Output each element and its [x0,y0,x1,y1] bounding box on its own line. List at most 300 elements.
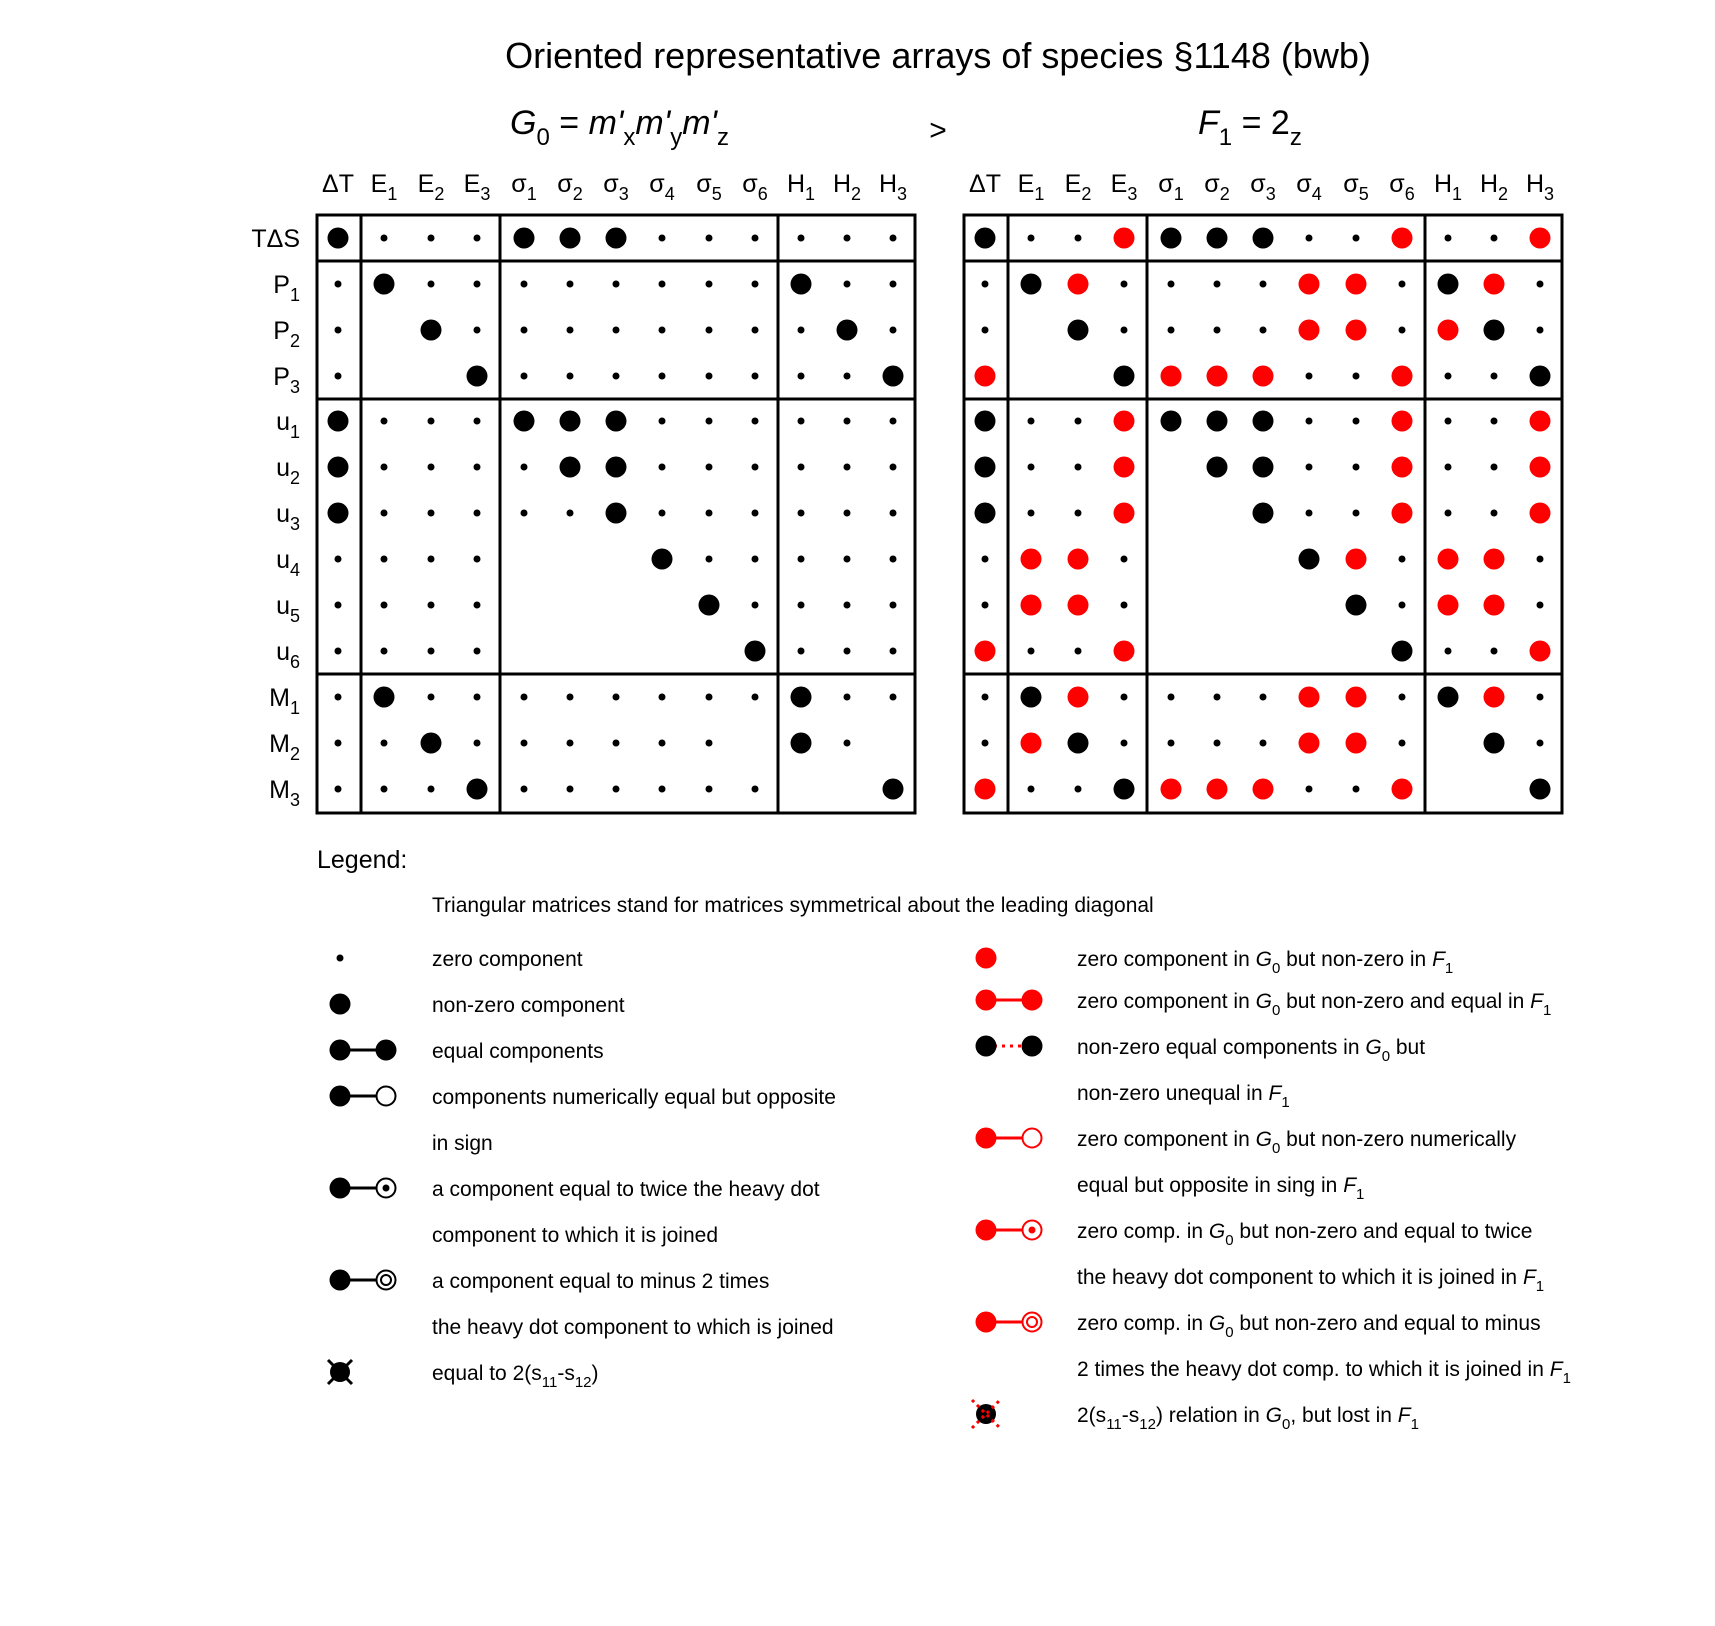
zero-in-g0-nonzero-in-f1-dot [1530,641,1551,662]
zero-in-g0-nonzero-in-f1-dot [1346,733,1367,754]
nonzero-component-dot [1161,228,1182,249]
zero-component-dot [1028,786,1035,793]
zero-component-dot [1028,418,1035,425]
zero-component-dot [1075,510,1082,517]
zero-component-dot [798,235,805,242]
zero-component-dot [1353,418,1360,425]
zero-in-g0-nonzero-in-f1-dot [1021,733,1042,754]
zero-in-g0-nonzero-in-f1-dot [1392,457,1413,478]
zero-component-dot [1537,602,1544,609]
zero-component-dot [890,464,897,471]
zero-component-dot [1399,556,1406,563]
zero-component-dot [798,602,805,609]
zero-component-dot [890,327,897,334]
legend-twice-center-icon [383,1185,390,1192]
zero-component-dot [659,418,666,425]
zero-component-dot [613,373,620,380]
zero-component-dot [659,281,666,288]
zero-component-dot [844,602,851,609]
legend-lost-equal-end-icon [1022,1036,1043,1057]
column-header-right: $H_1$ [1433,170,1463,204]
zero-in-g0-nonzero-in-f1-dot [1253,779,1274,800]
nonzero-component-dot [1207,411,1228,432]
zero-component-dot [1075,648,1082,655]
row-header: $u_6$ [276,638,300,672]
column-header-left: $\sigma_6$ [742,170,768,204]
zero-in-g0-nonzero-in-f1-dot [1346,274,1367,295]
nonzero-component-dot [606,457,627,478]
zero-component-dot [613,740,620,747]
zero-component-dot [335,602,342,609]
zero-in-g0-nonzero-in-f1-dot [975,641,996,662]
zero-component-dot [1353,373,1360,380]
nonzero-component-dot [421,733,442,754]
zero-component-dot [890,510,897,517]
legend-text-right: zero comp. in $G_0$ but non-zero and equal to minus [1077,1312,1541,1341]
zero-component-dot [1121,556,1128,563]
row-header: $u_3$ [276,500,300,534]
zero-component-dot [752,556,759,563]
zero-component-dot [1306,464,1313,471]
zero-component-dot [613,281,620,288]
zero-component-dot [428,556,435,563]
zero-component-dot [381,418,388,425]
zero-component-dot [706,740,713,747]
zero-in-g0-nonzero-in-f1-dot [1207,779,1228,800]
legend-text: the heavy dot component to which is joined [432,1316,834,1339]
nonzero-component-dot [328,503,349,524]
group-right-label: $F_1 = 2_z$ [1198,104,1302,151]
zero-component-dot [521,281,528,288]
zero-component-dot [335,327,342,334]
zero-component-dot [1537,281,1544,288]
zero-component-dot [567,327,574,334]
zero-component-dot [1306,510,1313,517]
zero-component-dot [1214,694,1221,701]
zero-in-g0-nonzero-in-f1-dot [1392,779,1413,800]
column-header-left: $\sigma_1$ [511,170,537,204]
zero-component-dot [752,694,759,701]
zero-component-dot [844,464,851,471]
zero-component-dot [567,510,574,517]
zero-component-dot [521,786,528,793]
column-header-left: $\sigma_2$ [557,170,583,204]
zero-component-dot [659,464,666,471]
nonzero-component-dot [1346,595,1367,616]
legend-red-twice-center-icon [1029,1227,1036,1234]
zero-component-dot [381,602,388,609]
legend-text-right: zero comp. in $G_0$ but non-zero and equal to twice [1077,1220,1533,1249]
zero-component-dot [381,740,388,747]
relation-symbol: > [929,114,947,147]
zero-in-g0-nonzero-in-f1-dot [1484,549,1505,570]
nonzero-component-dot [1253,457,1274,478]
nonzero-component-dot [975,228,996,249]
zero-in-g0-nonzero-in-f1-dot [1068,549,1089,570]
zero-component-dot [474,510,481,517]
nonzero-component-dot [975,503,996,524]
zero-component-dot [474,694,481,701]
zero-component-dot [1214,740,1221,747]
zero-component-dot [1445,648,1452,655]
zero-component-dot [1075,418,1082,425]
nonzero-component-dot [514,411,535,432]
column-header-left: $H_1$ [786,170,816,204]
zero-component-dot [474,740,481,747]
zero-component-dot [613,786,620,793]
zero-component-dot [1445,510,1452,517]
zero-component-dot [659,373,666,380]
zero-component-dot [381,556,388,563]
zero-component-dot [1028,464,1035,471]
zero-component-dot [890,235,897,242]
zero-component-dot [474,281,481,288]
zero-component-dot [567,786,574,793]
nonzero-component-dot [791,274,812,295]
legend-text: components numerically equal but opposite [432,1086,836,1109]
nonzero-component-dot [1253,503,1274,524]
nonzero-component-dot [1207,457,1228,478]
nonzero-component-dot [1392,641,1413,662]
zero-in-g0-nonzero-in-f1-dot [1207,366,1228,387]
zero-component-dot [706,281,713,288]
zero-component-dot [1121,281,1128,288]
zero-component-dot [752,235,759,242]
nonzero-component-dot [1484,733,1505,754]
zero-component-dot [428,786,435,793]
legend-text-right: non-zero unequal in $F_1$ [1077,1082,1290,1111]
zero-in-g0-nonzero-in-f1-dot [1114,411,1135,432]
zero-in-g0-nonzero-in-f1-dot [1021,549,1042,570]
zero-component-dot [474,418,481,425]
legend-text: non-zero component [432,994,625,1017]
legend-equal-dot-icon [330,1040,351,1061]
legend-text: a component equal to twice the heavy dot [432,1178,820,1201]
zero-component-dot [706,464,713,471]
zero-in-g0-nonzero-in-f1-dot [1299,274,1320,295]
zero-component-dot [567,694,574,701]
zero-component-dot [844,694,851,701]
zero-component-dot [1399,327,1406,334]
zero-component-dot [752,281,759,288]
row-header: $M_2$ [269,730,300,764]
nonzero-component-dot [328,228,349,249]
zero-component-dot [1491,510,1498,517]
column-header-right: $\sigma_4$ [1296,170,1322,204]
nonzero-component-dot [837,320,858,341]
column-header-right: $\sigma_1$ [1158,170,1184,204]
zero-component-dot [567,373,574,380]
zero-in-g0-nonzero-in-f1-dot [1068,595,1089,616]
legend-twice-dot-icon [330,1178,351,1199]
legend-text-right: the heavy dot component to which it is joined in $F_1$ [1077,1266,1545,1295]
column-header-right: $\sigma_5$ [1343,170,1369,204]
page-title: Oriented representative arrays of species §1148 (bwb) [505,35,1371,76]
nonzero-component-dot [374,274,395,295]
zero-component-dot [474,464,481,471]
nonzero-component-dot [883,779,904,800]
zero-component-dot [474,235,481,242]
zero-component-dot [335,694,342,701]
legend-text-right: 2 times the heavy dot comp. to which it is joined in $F_1$ [1077,1358,1571,1387]
zero-component-dot [1399,602,1406,609]
nonzero-component-dot [1207,228,1228,249]
legend-red-minus-two-dot-icon [976,1312,997,1333]
legend-minus-two-dot-icon [330,1270,351,1291]
zero-component-dot [521,373,528,380]
zero-in-g0-nonzero-in-f1-dot [1530,503,1551,524]
legend-text-right: zero component in $G_0$ but non-zero numerically [1077,1128,1517,1157]
zero-component-dot [1537,327,1544,334]
zero-component-dot [1028,235,1035,242]
zero-component-dot [428,648,435,655]
zero-in-g0-nonzero-in-f1-dot [1392,228,1413,249]
nonzero-component-dot [1438,274,1459,295]
legend-heading: Legend: [317,846,408,874]
legend-text-right: non-zero equal components in $G_0$ but [1077,1036,1426,1065]
zero-in-g0-nonzero-in-f1-dot [1114,503,1135,524]
zero-component-dot [1306,373,1313,380]
zero-component-dot [706,373,713,380]
zero-component-dot [1399,281,1406,288]
zero-component-dot [1121,740,1128,747]
zero-in-g0-nonzero-in-f1-dot [1530,411,1551,432]
nonzero-component-dot [1021,274,1042,295]
zero-component-dot [752,510,759,517]
column-header-right: $H_2$ [1479,170,1509,204]
legend-red-equal-dot-icon [976,990,997,1011]
zero-component-dot [798,327,805,334]
nonzero-component-dot [883,366,904,387]
zero-in-g0-nonzero-in-f1-dot [1114,457,1135,478]
zero-component-dot [844,418,851,425]
legend-text: in sign [432,1132,493,1155]
zero-component-dot [1353,464,1360,471]
column-header-right: $E_3$ [1110,170,1138,204]
row-header: $u_2$ [276,454,300,488]
zero-component-dot [1121,327,1128,334]
legend-red-opposite-open-icon [1023,1129,1042,1148]
nonzero-component-dot [1438,687,1459,708]
zero-component-dot [381,235,388,242]
legend-opposite-open-icon [377,1087,396,1106]
nonzero-component-dot [1530,366,1551,387]
zero-component-dot [381,648,388,655]
zero-component-dot [1121,602,1128,609]
group-left-label: $G_0 = m'_xm'_ym'_z$ [510,104,730,151]
zero-component-dot [798,556,805,563]
zero-component-dot [521,464,528,471]
zero-component-dot [428,464,435,471]
zero-component-dot [659,786,666,793]
legend-text: a component equal to minus 2 times [432,1270,770,1293]
zero-in-g0-nonzero-in-f1-dot [975,779,996,800]
legend-nonzero-dot-icon [330,994,351,1015]
zero-component-dot [1075,235,1082,242]
nonzero-component-dot [1114,779,1135,800]
zero-in-g0-nonzero-in-f1-dot [1299,687,1320,708]
zero-component-dot [428,235,435,242]
zero-component-dot [844,235,851,242]
legend-text: zero component [432,948,583,971]
zero-component-dot [381,464,388,471]
nonzero-component-dot [1068,320,1089,341]
zero-component-dot [428,418,435,425]
nonzero-component-dot [467,779,488,800]
zero-component-dot [428,510,435,517]
zero-component-dot [798,373,805,380]
zero-component-dot [1168,281,1175,288]
zero-component-dot [982,602,989,609]
legend-note: Triangular matrices stand for matrices symmetrical about the leading diagonal [432,894,1154,917]
zero-component-dot [1075,786,1082,793]
zero-component-dot [1306,418,1313,425]
zero-component-dot [1168,694,1175,701]
zero-component-dot [1075,464,1082,471]
row-header: $u_4$ [276,546,300,580]
zero-component-dot [659,327,666,334]
zero-component-dot [335,786,342,793]
zero-component-dot [1306,786,1313,793]
legend-text: component to which it is joined [432,1224,718,1247]
zero-component-dot [381,510,388,517]
zero-in-g0-nonzero-in-f1-dot [1530,457,1551,478]
zero-component-dot [752,418,759,425]
zero-component-dot [1306,235,1313,242]
zero-in-g0-nonzero-in-f1-dot [975,366,996,387]
zero-component-dot [1121,694,1128,701]
zero-component-dot [335,373,342,380]
zero-in-g0-nonzero-in-f1-dot [1346,687,1367,708]
nonzero-component-dot [421,320,442,341]
zero-component-dot [982,281,989,288]
zero-component-dot [982,327,989,334]
zero-component-dot [613,694,620,701]
column-header-left: $E_3$ [463,170,491,204]
nonzero-component-dot [1114,366,1135,387]
zero-component-dot [659,694,666,701]
zero-component-dot [844,373,851,380]
zero-component-dot [1214,327,1221,334]
zero-in-g0-nonzero-in-f1-dot [1114,641,1135,662]
nonzero-component-dot [1530,779,1551,800]
zero-component-dot [1214,281,1221,288]
zero-component-dot [982,740,989,747]
nonzero-component-dot [328,457,349,478]
zero-component-dot [844,648,851,655]
nonzero-component-dot [1068,733,1089,754]
nonzero-component-dot [560,457,581,478]
row-header: $u_1$ [276,408,300,442]
legend-lost-equal-dot-icon [976,1036,997,1057]
legend-opposite-dot-icon [330,1086,351,1107]
column-header-left: $\sigma_4$ [649,170,675,204]
legend-zero-dot-icon [337,955,344,962]
nonzero-component-dot [1253,228,1274,249]
nonzero-component-dot [745,641,766,662]
zero-component-dot [521,694,528,701]
zero-component-dot [1445,418,1452,425]
zero-component-dot [1028,510,1035,517]
column-header-right: $H_3$ [1525,170,1555,204]
zero-component-dot [752,327,759,334]
column-header-right: $\sigma_3$ [1250,170,1276,204]
column-header-left: $\sigma_5$ [696,170,722,204]
zero-component-dot [706,418,713,425]
legend-text-right: equal but opposite in sing in $F_1$ [1077,1174,1365,1203]
zero-component-dot [1260,327,1267,334]
row-header: $P_2$ [273,317,300,351]
legend-red-dot-icon [976,948,997,969]
zero-component-dot [1537,694,1544,701]
zero-component-dot [1353,235,1360,242]
zero-in-g0-nonzero-in-f1-dot [1068,274,1089,295]
zero-in-g0-nonzero-in-f1-dot [1438,320,1459,341]
zero-component-dot [706,510,713,517]
zero-component-dot [1260,281,1267,288]
zero-component-dot [1491,373,1498,380]
zero-in-g0-nonzero-in-f1-dot [1299,320,1320,341]
zero-component-dot [1260,740,1267,747]
zero-in-g0-nonzero-in-f1-dot [1438,595,1459,616]
zero-component-dot [890,694,897,701]
legend-text: equal components [432,1040,604,1063]
zero-in-g0-nonzero-in-f1-dot [1161,779,1182,800]
zero-component-dot [1445,235,1452,242]
zero-in-g0-nonzero-in-f1-dot [1253,366,1274,387]
zero-component-dot [1399,740,1406,747]
zero-component-dot [890,602,897,609]
zero-in-g0-nonzero-in-f1-dot [1484,595,1505,616]
zero-component-dot [798,464,805,471]
nonzero-component-dot [975,411,996,432]
nonzero-component-dot [1161,411,1182,432]
nonzero-component-dot [652,549,673,570]
zero-component-dot [752,373,759,380]
row-header: $P_3$ [273,363,300,397]
zero-component-dot [798,510,805,517]
row-header: $u_5$ [276,592,300,626]
legend-red-opposite-dot-icon [976,1128,997,1149]
zero-component-dot [659,510,666,517]
nonzero-component-dot [467,366,488,387]
zero-in-g0-nonzero-in-f1-dot [1392,503,1413,524]
zero-component-dot [659,740,666,747]
zero-component-dot [706,235,713,242]
nonzero-component-dot [374,687,395,708]
legend-text-right: $2(s_{11}-s_{12})$ relation in $G_0$, but lost in $F_1$ [1077,1404,1419,1433]
zero-component-dot [521,740,528,747]
zero-component-dot [335,740,342,747]
zero-component-dot [752,786,759,793]
nonzero-component-dot [560,411,581,432]
zero-component-dot [335,648,342,655]
zero-component-dot [335,281,342,288]
zero-in-g0-nonzero-in-f1-dot [1392,411,1413,432]
zero-in-g0-nonzero-in-f1-dot [1484,687,1505,708]
zero-in-g0-nonzero-in-f1-dot [1392,366,1413,387]
row-header: $M_3$ [269,776,300,810]
zero-component-dot [1028,648,1035,655]
zero-component-dot [1353,786,1360,793]
zero-component-dot [474,602,481,609]
nonzero-component-dot [1299,549,1320,570]
zero-in-g0-nonzero-in-f1-dot [1299,733,1320,754]
zero-component-dot [844,740,851,747]
column-header-right: $\sigma_2$ [1204,170,1230,204]
legend-red-equal-end-icon [1022,990,1043,1011]
zero-component-dot [798,418,805,425]
